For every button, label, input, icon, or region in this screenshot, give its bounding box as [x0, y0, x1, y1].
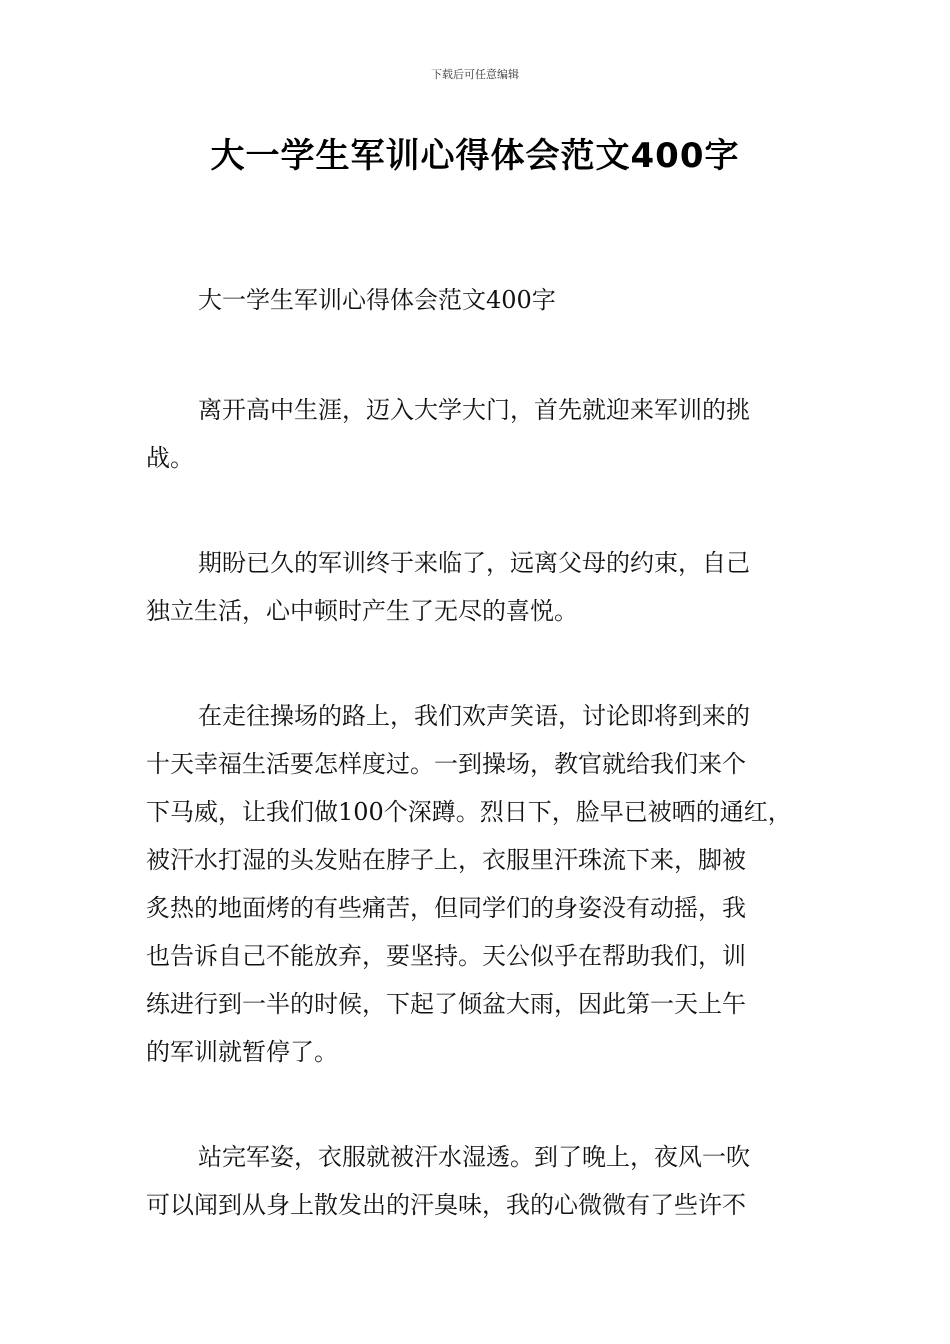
paragraph — [146, 1133, 836, 1229]
paragraph-line: 独立生活，心中顿时产生了无尽的喜悦。 — [146, 597, 578, 625]
paragraph-line: 的军训就暂停了。 — [146, 1038, 338, 1066]
document-body — [146, 276, 836, 1229]
paragraph-line: 炙热的地面烤的有些痛苦，但同学们的身姿没有动摇，我 — [146, 894, 746, 922]
paragraph-line: 期盼已久的军训终于来临了，远离父母的约束，自己 — [198, 549, 750, 577]
paragraph-line: 十天幸福生活要怎样度过。一到操场，教官就给我们来个 — [146, 750, 746, 778]
paragraph-line: 大一学生军训心得体会范文400字 — [198, 286, 556, 314]
paragraph-subtitle — [146, 276, 836, 324]
paragraph — [146, 386, 836, 482]
paragraph-line: 站完军姿，衣服就被汗水湿透。到了晚上，夜风一吹 — [198, 1143, 750, 1171]
paragraph-line: 离开高中生涯，迈入大学大门，首先就迎来军训的挑 — [198, 396, 750, 424]
paragraph-line: 也告诉自己不能放弃，要坚持。天公似乎在帮助我们，训 — [146, 942, 746, 970]
paragraph-line: 下马威，让我们做100个深蹲。烈日下，脸早已被晒的通红， — [146, 798, 792, 826]
paragraph-line: 可以闻到从身上散发出的汗臭味，我的心微微有了些许不 — [146, 1191, 746, 1219]
paragraph — [146, 539, 836, 635]
paragraph-line: 被汗水打湿的头发贴在脖子上，衣服里汗珠流下来，脚被 — [146, 846, 746, 874]
paragraph-line: 练进行到一半的时候，下起了倾盆大雨，因此第一天上午 — [146, 990, 746, 1018]
document-title: 大一学生军训心得体会范文400字 — [210, 136, 740, 176]
paragraph-line: 战。 — [146, 444, 194, 472]
paragraph-line: 在走往操场的路上，我们欢声笑语，讨论即将到来的 — [198, 702, 750, 730]
header-note: 下载后可任意编辑 — [431, 68, 519, 81]
paragraph — [146, 692, 836, 1076]
